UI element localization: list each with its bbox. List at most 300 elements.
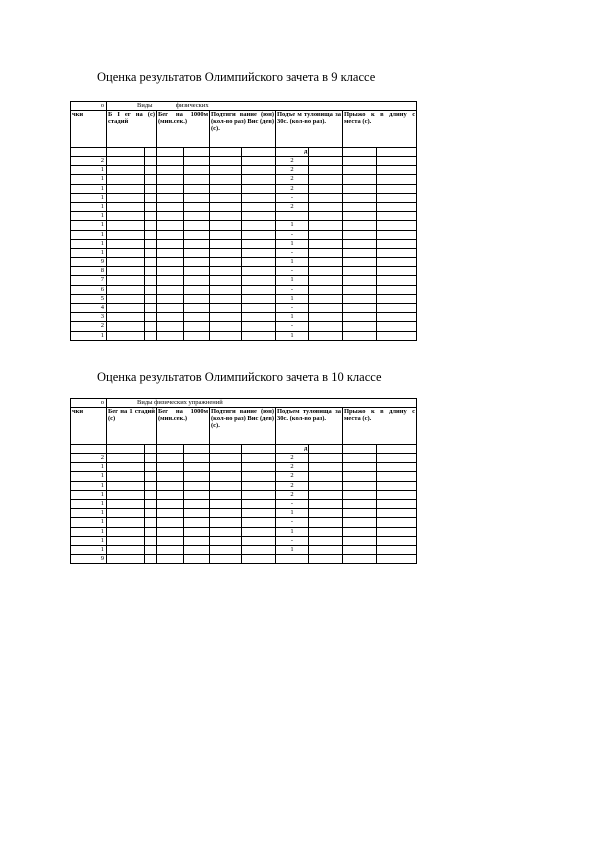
points-cell: 1	[71, 518, 107, 527]
table-row	[71, 184, 417, 193]
points-cell: 2	[71, 454, 107, 463]
table-row	[71, 509, 417, 518]
value-cell	[157, 322, 184, 331]
value-cell	[309, 276, 343, 285]
value-cell	[242, 294, 276, 303]
situps-girls-cell: 1	[276, 545, 309, 554]
value-cell	[242, 304, 276, 313]
grade9-col-pullups: Подтяги вание (юн) (кол-во раз) Вис (дев) (с).	[210, 111, 276, 148]
value-cell	[184, 221, 210, 230]
value-cell	[343, 239, 377, 248]
value-cell	[157, 313, 184, 322]
value-cell	[157, 175, 184, 184]
value-cell	[210, 212, 242, 221]
situps-girls-cell: 1	[276, 294, 309, 303]
value-cell	[145, 193, 157, 202]
value-cell	[210, 313, 242, 322]
grade9-group-header-a: Виды	[137, 102, 153, 109]
situps-girls-cell	[276, 555, 309, 564]
value-cell	[309, 322, 343, 331]
situps-girls-cell: 2	[276, 157, 309, 166]
table-row	[71, 536, 417, 545]
value-cell	[210, 481, 242, 490]
value-cell	[107, 212, 145, 221]
table-row	[71, 175, 417, 184]
value-cell	[210, 175, 242, 184]
value-cell	[343, 454, 377, 463]
value-cell	[145, 157, 157, 166]
grade10-unit-d: д	[276, 445, 309, 454]
value-cell	[377, 545, 417, 554]
situps-girls-cell: 1	[276, 509, 309, 518]
value-cell	[242, 490, 276, 499]
value-cell	[343, 267, 377, 276]
value-cell	[309, 285, 343, 294]
value-cell	[157, 157, 184, 166]
value-cell	[377, 472, 417, 481]
value-cell	[242, 248, 276, 257]
grade9-col-situps: Подъе м туловища за 30с. (кол-во раз).	[276, 111, 343, 148]
table-row	[71, 527, 417, 536]
grade10-col-stadium: Бег на 1 стадий (с)	[107, 408, 157, 445]
value-cell	[343, 490, 377, 499]
grade10-group-header: Виды физических упражнений	[107, 399, 417, 408]
value-cell	[377, 230, 417, 239]
value-cell	[107, 184, 145, 193]
value-cell	[184, 304, 210, 313]
situps-girls-cell: 2	[276, 472, 309, 481]
value-cell	[377, 509, 417, 518]
value-cell	[377, 202, 417, 211]
value-cell	[145, 212, 157, 221]
value-cell	[343, 285, 377, 294]
table-row	[71, 555, 417, 564]
value-cell	[309, 518, 343, 527]
value-cell	[377, 463, 417, 472]
grade10-col-pullups: Подтяги вание (юн) (кол-во раз) Вис (дев) (с).	[210, 408, 276, 445]
value-cell	[184, 258, 210, 267]
situps-girls-cell: 1	[276, 258, 309, 267]
value-cell	[242, 518, 276, 527]
value-cell	[145, 258, 157, 267]
points-cell: 1	[71, 248, 107, 257]
value-cell	[210, 239, 242, 248]
value-cell	[343, 248, 377, 257]
situps-girls-cell: -	[276, 285, 309, 294]
value-cell	[184, 536, 210, 545]
value-cell	[107, 518, 145, 527]
value-cell	[157, 248, 184, 257]
value-cell	[157, 166, 184, 175]
table-row	[71, 193, 417, 202]
value-cell	[107, 527, 145, 536]
table-row	[71, 166, 417, 175]
value-cell	[107, 536, 145, 545]
value-cell	[343, 472, 377, 481]
value-cell	[107, 294, 145, 303]
value-cell	[377, 248, 417, 257]
value-cell	[107, 499, 145, 508]
value-cell	[343, 230, 377, 239]
value-cell	[157, 221, 184, 230]
value-cell	[184, 212, 210, 221]
value-cell	[343, 499, 377, 508]
value-cell	[210, 258, 242, 267]
value-cell	[157, 509, 184, 518]
table-row	[71, 267, 417, 276]
value-cell	[377, 166, 417, 175]
value-cell	[377, 221, 417, 230]
table-row	[71, 322, 417, 331]
value-cell	[377, 536, 417, 545]
value-cell	[184, 322, 210, 331]
value-cell	[210, 267, 242, 276]
value-cell	[377, 193, 417, 202]
grade10-col-longjump: Прыжо к в длину с места (с).	[343, 408, 417, 445]
grade9-group-header	[107, 102, 417, 111]
value-cell	[107, 221, 145, 230]
value-cell	[157, 481, 184, 490]
value-cell	[210, 454, 242, 463]
table-row	[71, 472, 417, 481]
value-cell	[145, 313, 157, 322]
value-cell	[377, 322, 417, 331]
value-cell	[107, 331, 145, 340]
value-cell	[184, 248, 210, 257]
value-cell	[343, 157, 377, 166]
value-cell	[184, 276, 210, 285]
grade10-corner-label: чки	[71, 408, 107, 445]
value-cell	[377, 294, 417, 303]
value-cell	[184, 555, 210, 564]
value-cell	[184, 193, 210, 202]
value-cell	[309, 490, 343, 499]
value-cell	[309, 248, 343, 257]
value-cell	[145, 331, 157, 340]
value-cell	[242, 454, 276, 463]
table-row	[71, 230, 417, 239]
table-row	[71, 248, 417, 257]
value-cell	[145, 202, 157, 211]
value-cell	[309, 267, 343, 276]
value-cell	[377, 267, 417, 276]
grade9-col-stadium: Б I ег на (с) стадий	[107, 111, 157, 148]
value-cell	[309, 221, 343, 230]
value-cell	[184, 239, 210, 248]
value-cell	[377, 499, 417, 508]
value-cell	[242, 499, 276, 508]
value-cell	[343, 509, 377, 518]
situps-girls-cell: 2	[276, 175, 309, 184]
value-cell	[157, 202, 184, 211]
situps-girls-cell: 2	[276, 463, 309, 472]
situps-girls-cell: 2	[276, 490, 309, 499]
points-cell: 1	[71, 193, 107, 202]
value-cell	[107, 545, 145, 554]
value-cell	[343, 184, 377, 193]
value-cell	[145, 267, 157, 276]
value-cell	[107, 276, 145, 285]
situps-girls-cell: 2	[276, 202, 309, 211]
situps-girls-cell: 2	[276, 166, 309, 175]
value-cell	[309, 166, 343, 175]
points-cell: 1	[71, 527, 107, 536]
points-cell: 9	[71, 555, 107, 564]
value-cell	[343, 481, 377, 490]
value-cell	[210, 509, 242, 518]
points-cell: 2	[71, 157, 107, 166]
value-cell	[343, 193, 377, 202]
value-cell	[343, 175, 377, 184]
situps-girls-cell: 2	[276, 481, 309, 490]
value-cell	[210, 157, 242, 166]
value-cell	[157, 555, 184, 564]
value-cell	[242, 313, 276, 322]
value-cell	[157, 230, 184, 239]
value-cell	[377, 481, 417, 490]
value-cell	[343, 518, 377, 527]
value-cell	[184, 184, 210, 193]
value-cell	[184, 331, 210, 340]
value-cell	[157, 490, 184, 499]
value-cell	[145, 499, 157, 508]
value-cell	[377, 518, 417, 527]
value-cell	[184, 472, 210, 481]
table-row	[71, 463, 417, 472]
situps-girls-cell: -	[276, 304, 309, 313]
value-cell	[157, 276, 184, 285]
situps-girls-cell: 2	[276, 454, 309, 463]
value-cell	[184, 294, 210, 303]
value-cell	[210, 193, 242, 202]
points-cell: 1	[71, 463, 107, 472]
value-cell	[343, 545, 377, 554]
value-cell	[343, 258, 377, 267]
value-cell	[145, 285, 157, 294]
value-cell	[309, 509, 343, 518]
value-cell	[343, 166, 377, 175]
points-cell: 6	[71, 285, 107, 294]
value-cell	[157, 454, 184, 463]
value-cell	[157, 267, 184, 276]
value-cell	[309, 555, 343, 564]
value-cell	[210, 166, 242, 175]
value-cell	[107, 322, 145, 331]
points-cell: 1	[71, 184, 107, 193]
value-cell	[145, 239, 157, 248]
value-cell	[184, 490, 210, 499]
value-cell	[145, 463, 157, 472]
value-cell	[343, 322, 377, 331]
value-cell	[242, 276, 276, 285]
points-cell: 1	[71, 239, 107, 248]
value-cell	[242, 230, 276, 239]
table-row	[71, 285, 417, 294]
value-cell	[184, 313, 210, 322]
points-cell: 1	[71, 509, 107, 518]
table-row	[71, 212, 417, 221]
points-cell: 1	[71, 490, 107, 499]
value-cell	[377, 258, 417, 267]
value-cell	[145, 490, 157, 499]
table-row	[71, 545, 417, 554]
situps-girls-cell: -	[276, 267, 309, 276]
value-cell	[242, 175, 276, 184]
value-cell	[157, 304, 184, 313]
table-row	[71, 499, 417, 508]
value-cell	[343, 331, 377, 340]
value-cell	[309, 202, 343, 211]
points-cell: 8	[71, 267, 107, 276]
value-cell	[107, 166, 145, 175]
points-cell: 1	[71, 221, 107, 230]
points-cell: 7	[71, 276, 107, 285]
situps-girls-cell: -	[276, 230, 309, 239]
grade10-col-1000m: Бег на 1000м (мин.сек.)	[157, 408, 210, 445]
situps-girls-cell: -	[276, 193, 309, 202]
value-cell	[242, 322, 276, 331]
value-cell	[377, 555, 417, 564]
value-cell	[107, 490, 145, 499]
value-cell	[184, 202, 210, 211]
value-cell	[343, 276, 377, 285]
points-cell: 1	[71, 481, 107, 490]
value-cell	[107, 157, 145, 166]
value-cell	[184, 527, 210, 536]
value-cell	[184, 481, 210, 490]
grade9-corner-label: чки	[71, 111, 107, 148]
table-row	[71, 454, 417, 463]
value-cell	[145, 175, 157, 184]
value-cell	[107, 509, 145, 518]
value-cell	[309, 184, 343, 193]
value-cell	[107, 454, 145, 463]
value-cell	[145, 527, 157, 536]
grade9-corner-top: о	[71, 102, 107, 111]
value-cell	[309, 472, 343, 481]
value-cell	[242, 239, 276, 248]
value-cell	[242, 202, 276, 211]
value-cell	[210, 221, 242, 230]
value-cell	[157, 536, 184, 545]
points-cell: 1	[71, 536, 107, 545]
value-cell	[145, 472, 157, 481]
value-cell	[157, 545, 184, 554]
value-cell	[309, 212, 343, 221]
value-cell	[242, 157, 276, 166]
situps-girls-cell: -	[276, 499, 309, 508]
value-cell	[377, 527, 417, 536]
table-row	[71, 157, 417, 166]
value-cell	[184, 175, 210, 184]
grade10-gender-row	[71, 445, 417, 454]
situps-girls-cell: 1	[276, 331, 309, 340]
value-cell	[157, 258, 184, 267]
situps-girls-cell: 1	[276, 239, 309, 248]
value-cell	[309, 313, 343, 322]
value-cell	[107, 230, 145, 239]
value-cell	[309, 454, 343, 463]
value-cell	[145, 221, 157, 230]
grade9-title: Оценка результатов Олимпийского зачета в 9 классе	[97, 70, 376, 84]
value-cell	[157, 239, 184, 248]
value-cell	[145, 545, 157, 554]
value-cell	[309, 304, 343, 313]
grade10-results-table	[70, 398, 417, 564]
value-cell	[343, 221, 377, 230]
points-cell: 5	[71, 294, 107, 303]
table-row	[71, 239, 417, 248]
value-cell	[145, 536, 157, 545]
value-cell	[210, 276, 242, 285]
grade9-gender-row	[71, 148, 417, 157]
value-cell	[309, 545, 343, 554]
value-cell	[145, 555, 157, 564]
situps-girls-cell: 1	[276, 313, 309, 322]
value-cell	[309, 175, 343, 184]
value-cell	[107, 175, 145, 184]
value-cell	[210, 490, 242, 499]
value-cell	[377, 276, 417, 285]
value-cell	[242, 285, 276, 294]
grade9-results-table	[70, 101, 417, 341]
value-cell	[145, 518, 157, 527]
value-cell	[377, 184, 417, 193]
value-cell	[157, 499, 184, 508]
value-cell	[184, 230, 210, 239]
value-cell	[107, 472, 145, 481]
value-cell	[242, 509, 276, 518]
value-cell	[184, 454, 210, 463]
value-cell	[184, 509, 210, 518]
value-cell	[343, 527, 377, 536]
value-cell	[242, 555, 276, 564]
value-cell	[210, 304, 242, 313]
table-row	[71, 276, 417, 285]
value-cell	[242, 166, 276, 175]
value-cell	[377, 239, 417, 248]
points-cell: 1	[71, 331, 107, 340]
table-row	[71, 331, 417, 340]
value-cell	[157, 331, 184, 340]
value-cell	[309, 258, 343, 267]
situps-girls-cell: -	[276, 536, 309, 545]
value-cell	[107, 463, 145, 472]
value-cell	[145, 184, 157, 193]
value-cell	[107, 313, 145, 322]
table-row	[71, 313, 417, 322]
value-cell	[377, 490, 417, 499]
value-cell	[157, 472, 184, 481]
table-row	[71, 490, 417, 499]
value-cell	[343, 463, 377, 472]
value-cell	[157, 193, 184, 202]
value-cell	[210, 202, 242, 211]
value-cell	[242, 193, 276, 202]
value-cell	[377, 157, 417, 166]
table-row	[71, 221, 417, 230]
table-row	[71, 294, 417, 303]
value-cell	[157, 527, 184, 536]
value-cell	[309, 536, 343, 545]
value-cell	[157, 518, 184, 527]
points-cell: 2	[71, 322, 107, 331]
grade9-unit-d: д	[276, 148, 309, 157]
value-cell	[309, 331, 343, 340]
value-cell	[377, 454, 417, 463]
points-cell: 4	[71, 304, 107, 313]
value-cell	[107, 202, 145, 211]
